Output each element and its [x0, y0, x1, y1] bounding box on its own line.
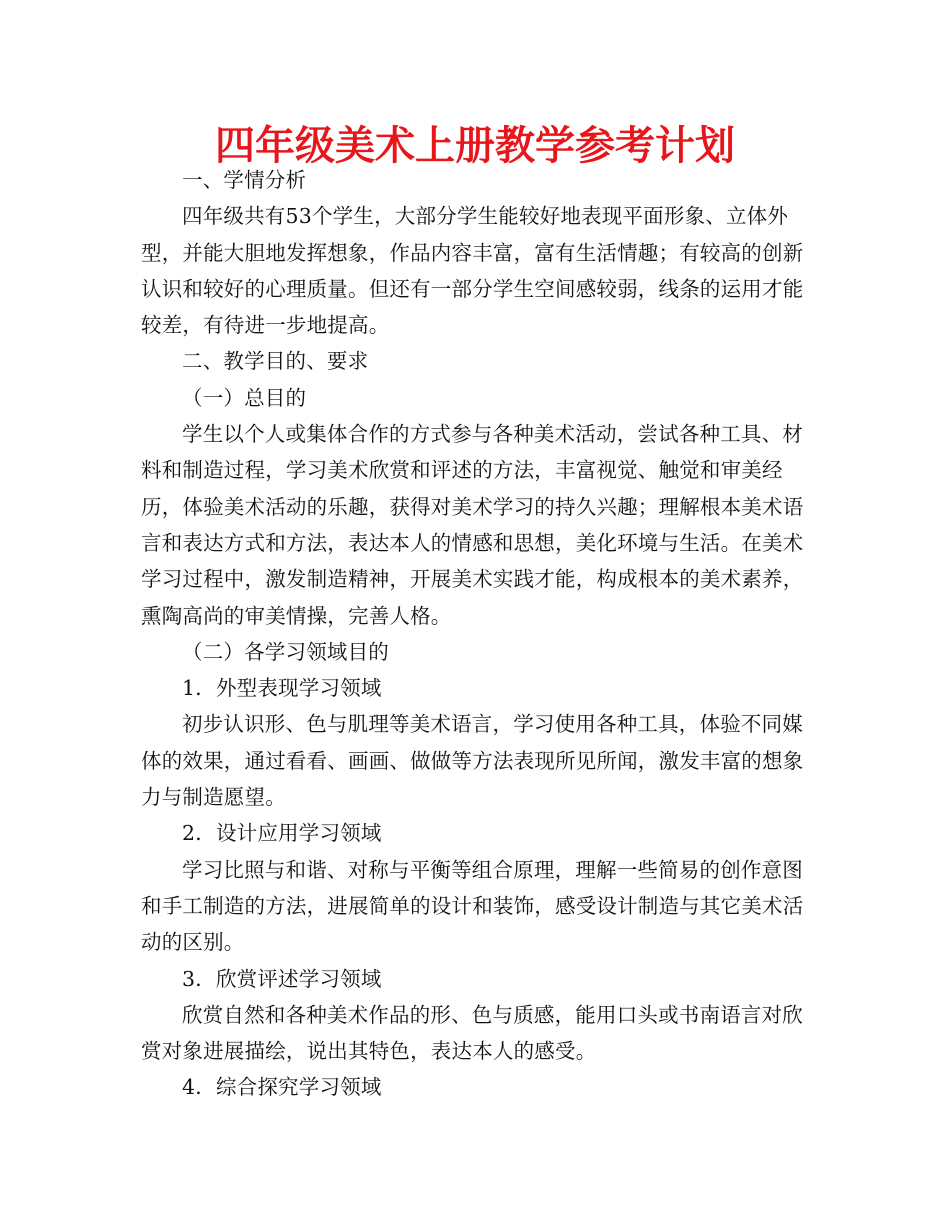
item-heading-comprehensive-exploration: 4．综合探究学习领域	[182, 1075, 382, 1100]
paragraph-appreciation: 欣赏自然和各种美术作品的形、色与质感，能用口头或书南语言对欣赏对象进展描绘，说出其特色，表达本人的感受。	[141, 1002, 803, 1064]
item-heading-shape-expression: 1．外型表现学习领域	[182, 676, 382, 701]
item-heading-design-application: 2．设计应用学习领域	[182, 821, 382, 846]
section-heading-learning-analysis: 一、学情分析	[182, 168, 307, 192]
section-heading-teaching-goals: 二、教学目的、要求	[182, 349, 369, 374]
document-body	[141, 162, 821, 1106]
subheading-overall-goal: （一）总目的	[182, 385, 307, 410]
subheading-domain-goals: （二）各学习领域目的	[182, 639, 389, 664]
document-title: 四年级美术上册教学参考计划	[215, 123, 735, 169]
item-heading-appreciation: 3．欣赏评述学习领域	[182, 966, 382, 991]
paragraph-learning-analysis: 四年级共有53个学生，大部分学生能较好地表现平面形象、立体外型，并能大胆地发挥想象，作品内容丰富，富有生活情趣；有较高的创新认识和较好的心理质量。但还有一部分学生空间感较弱，线条的运用才能较差，有待进一步地提高。	[141, 204, 804, 338]
paragraph-design-application: 学习比照与和谐、对称与平衡等组合原理，理解一些简易的创作意图和手工制造的方法，进展简单的设计和装饰，感受设计制造与其它美术活动的区别。	[141, 857, 804, 955]
paragraph-overall-goal: 学生以个人或集体合作的方式参与各种美术活动，尝试各种工具、材料和制造过程，学习美术欣赏和评述的方法，丰富视觉、触觉和审美经历，体验美术活动的乐趣，获得对美术学习的持久兴趣；理解根本美术语言和表达方式和方法，表达本人的情感和思想，美化环境与生活。在美术学习过程中，激发制造精神，开展美术实践才能，构成根本的美术素养，熏陶高尚的审美情操，完善人格。	[141, 422, 804, 628]
paragraph-shape-expression: 初步认识形、色与肌理等美术语言，学习使用各种工具，体验不同媒体的效果，通过看看、画画、做做等方法表现所见所闻，激发丰富的想象力与制造愿望。	[141, 712, 804, 810]
